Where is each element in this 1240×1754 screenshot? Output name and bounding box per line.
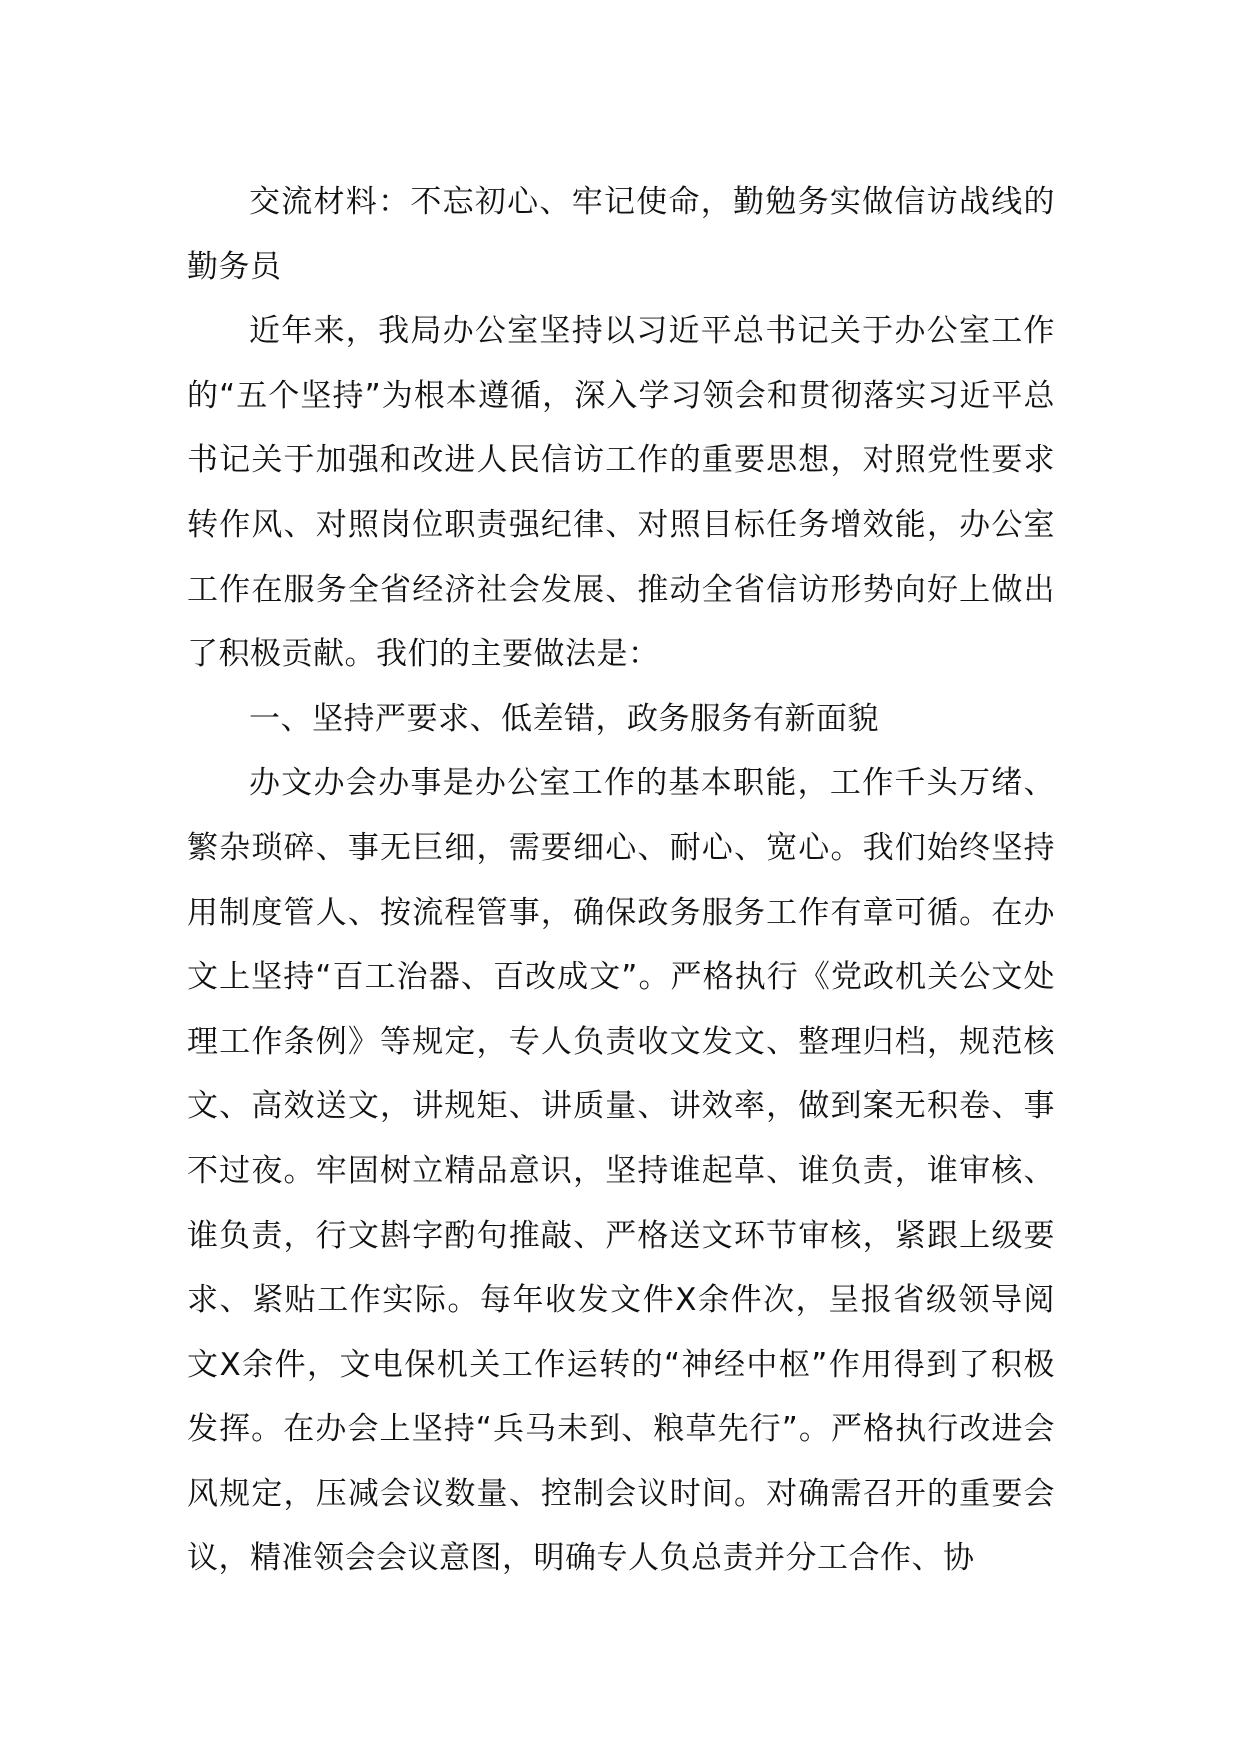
intro-paragraph: 近年来，我局办公室坚持以习近平总书记关于办公室工作的“五个坚持”为根本遵循，深入学习领会和贯彻落实习近平总书记关于加强和改进人民信访工作的重要思想，对照党性要求转作风、对照岗位职责强纪律、对照目标任务增效能，办公室工作在服务全省经济社会发展、推动全省信访形势向好上做出了积极贡献。我们的主要做法是：	[187, 313, 1055, 673]
document-page	[187, 170, 1055, 1591]
section-heading: 一、坚持严要求、低差错，政务服务有新面貌	[249, 700, 879, 737]
section-body-paragraph: 办文办会办事是办公室工作的基本职能，工作千头万绪、繁杂琐碎、事无巨细，需要细心、耐心、宽心。我们始终坚持用制度管人、按流程管事，确保政务服务工作有章可循。在办文上坚持“百工治器、百改成文”。严格执行《党政机关公文处理工作条例》等规定，专人负责收文发文、整理归档，规范核文、高效送文，讲规矩、讲质量、讲效率，做到案无积卷、事不过夜。牢固树立精品意识，坚持谁起草、谁负责，谁审核、谁负责，行文斟字酌句推敲、严格送文环节审核，紧跟上级要求、紧贴工作实际。每年收发文件X余件次，呈报省级领导阅文X余件，文电保机关工作运转的“神经中枢”作用得到了积极发挥。在办会上坚持“兵马未到、粮草先行”。严格执行改进会风规定，压减会议数量、控制会议时间。对确需召开的重要会议，精准领会会议意图，明确专人负总责并分工合作、协	[187, 765, 1055, 1577]
document-title: 交流材料：不忘初心、牢记使命，勤勉务实做信访战线的勤务员	[187, 184, 1055, 285]
